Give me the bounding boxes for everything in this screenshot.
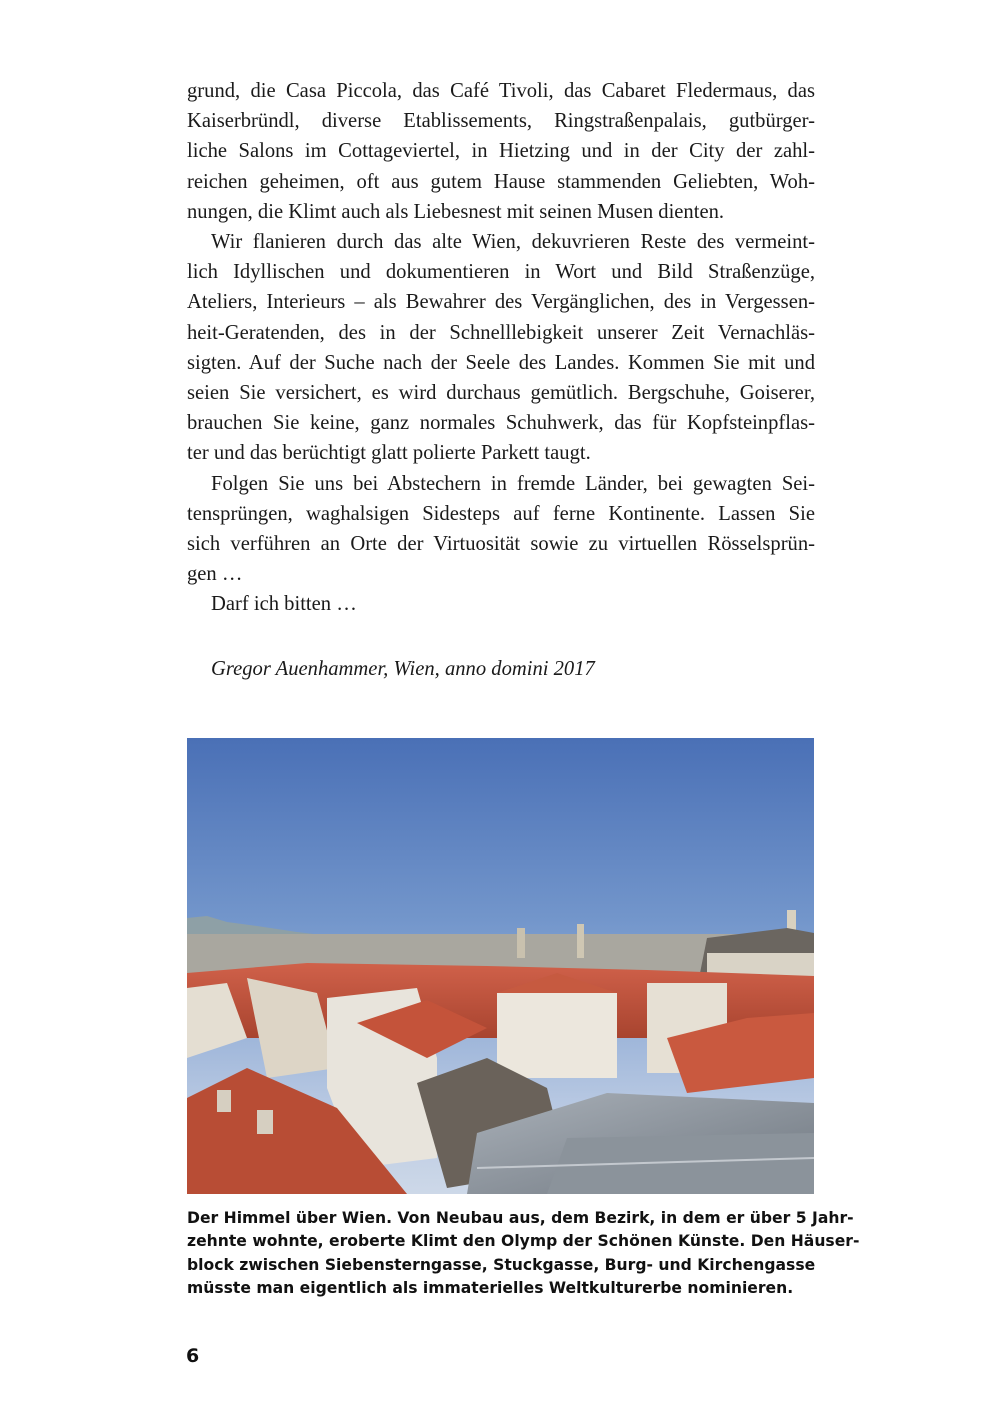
building-facade [497,993,617,1078]
body-text [187,76,815,620]
paragraph-2 [187,227,815,469]
paragraph-4 [187,589,815,619]
author-signature: Gregor Auenhammer, Wien, anno domini 2017 [211,658,595,680]
text-line: nungen, die Klimt auch als Liebesnest mit seinen Musen dienten. [187,200,725,223]
text-line: sigten. Auf der Suche nach der Seele des Landes. Kommen Sie mit und [187,351,815,374]
text-line: reichen geheimen, oft aus gutem Hause stammenden Geliebten, Woh- [187,170,815,193]
text-line: brauchen Sie keine, ganz normales Schuhwerk, das für Kopfsteinpflas- [187,412,815,435]
paragraph-3 [187,469,815,590]
page-number: 6 [186,1345,200,1367]
text-line: liche Salons im Cottageviertel, in Hietzing und in der City der zahl- [187,140,815,163]
text-line: sich verführen an Orte der Virtuosität sowie zu virtuellen Rösselsprün- [187,533,815,556]
text-line: seien Sie versichert, es wird durchaus gemütlich. Bergschuhe, Goiserer, [187,382,815,405]
caption-line: zehnte wohnte, eroberte Klimt den Olymp der Schönen Künste. Den Häuser- [187,1232,860,1251]
photo-caption [187,1207,860,1301]
text-line: lich Idyllischen und dokumentieren in Wort und Bild Straßenzüge, [187,261,815,284]
caption-line: Der Himmel über Wien. Von Neubau aus, dem Bezirk, in dem er über 5 Jahr- [187,1209,854,1227]
text-line: Kaiserbründl, diverse Etablissements, Ringstraßenpalais, gutbürger- [187,110,815,133]
caption-line: block zwischen Siebensterngasse, Stuckgasse, Burg- und Kirchengasse [187,1255,816,1274]
tower [577,924,584,958]
tower [517,928,525,958]
text-line: Folgen Sie uns bei Abstechern in fremde Länder, bei gewagten Sei- [211,472,815,495]
vienna-rooftops-photo [187,738,814,1194]
text-line: Darf ich bitten … [211,593,357,616]
text-line: gen … [187,563,243,586]
caption-line: müsste man eigentlich als immaterielles Weltkulturerbe nominieren. [187,1279,794,1298]
text-line: tensprüngen, waghalsigen Sidesteps auf ferne Kontinente. Lassen Sie [187,502,815,525]
chimney [257,1110,273,1134]
text-line: Wir flanieren durch das alte Wien, dekuvrieren Reste des vermeint- [211,231,815,254]
text-line: Ateliers, Interieurs – als Bewahrer des Vergänglichen, des in Vergessen- [187,291,815,314]
text-line: ter und das berüchtigt glatt polierte Parkett taugt. [187,442,591,465]
rooftops-illustration [187,738,814,1194]
metal-roof-panel [547,1133,814,1194]
text-line: grund, die Casa Piccola, das Café Tivoli, das Cabaret Fledermaus, das [187,80,815,102]
paragraph-1 [187,76,815,227]
chimney [217,1090,231,1112]
text-line: heit-Geratenden, des in der Schnelllebigkeit unserer Zeit Vernachläs- [187,321,815,344]
